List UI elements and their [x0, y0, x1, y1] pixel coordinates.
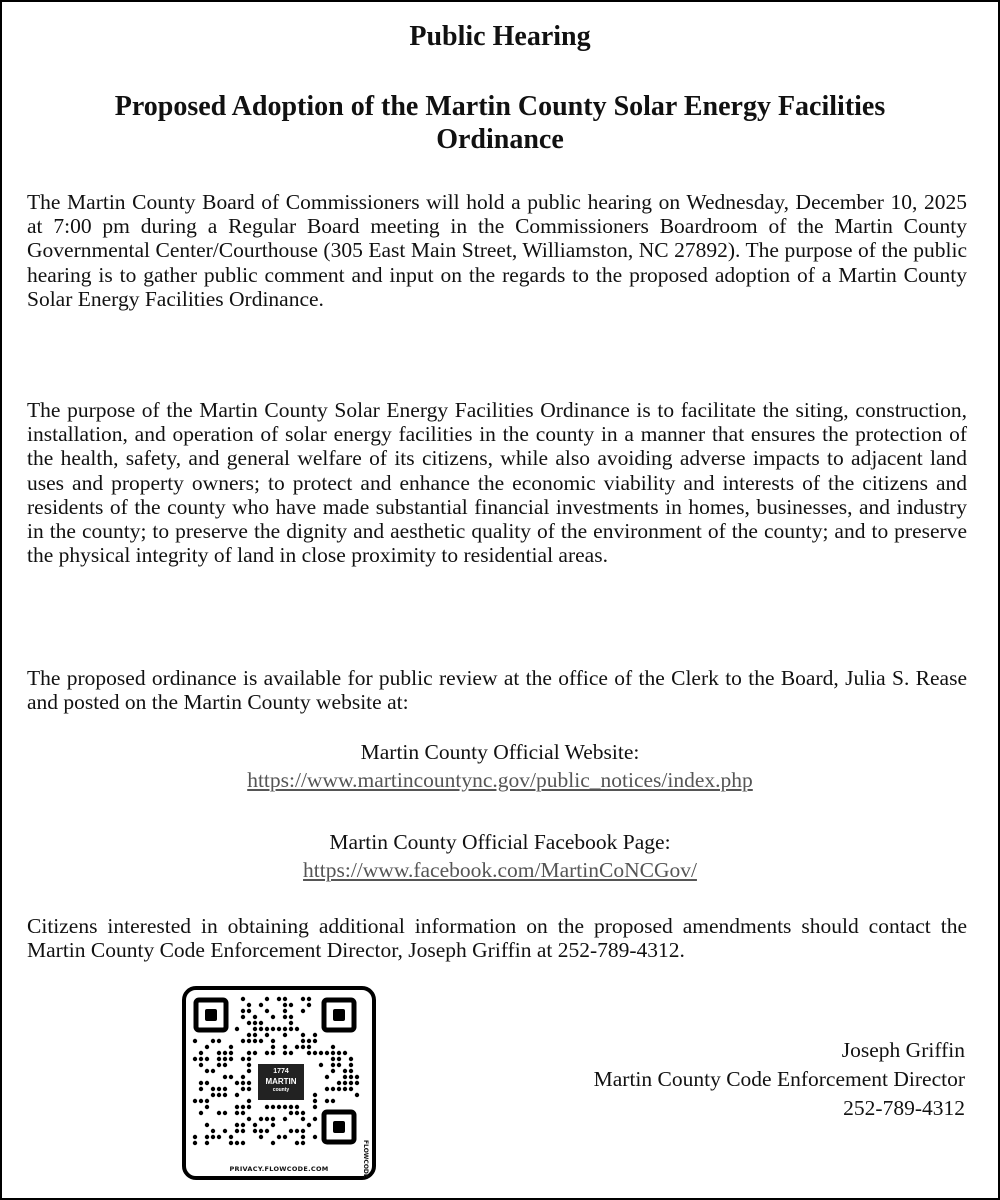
notice-title: Public Hearing: [409, 21, 591, 52]
facebook-label: Martin County Official Facebook Page:: [329, 830, 671, 854]
martin-logo: 1774 MARTIN county: [256, 1062, 306, 1102]
signature-block: [594, 1036, 965, 1123]
qr-side-label: FLOWCODE: [362, 1140, 369, 1179]
notice-subtitle: Proposed Adoption of the Martin County Solar Energy Facilities Ordinance: [114, 91, 886, 155]
signature-phone: 252-789-4312: [843, 1096, 965, 1120]
availability-paragraph: The proposed ordinance is available for public review at the office of the Clerk to the Board, Julia S. Rease and posted on the Martin County website at:: [27, 666, 967, 715]
signature-role: Martin County Code Enforcement Director: [593, 1067, 965, 1091]
hearing-paragraph: The Martin County Board of Commissioners will hold a public hearing on Wednesday, December 10, 2025 at 7:00 pm during a Regular Board meeting in the Commissioners Boardroom of the Martin County Governmental Center/Courthouse (305 East Main Street, Williamston, NC 27892). The purpose of the public hearing is to gather public comment and input on the regards to the proposed adoption of a Martin County Solar Energy Facilities Ordinance.: [27, 190, 967, 311]
website-label: Martin County Official Website:: [360, 740, 640, 764]
purpose-paragraph: The purpose of the Martin County Solar Energy Facilities Ordinance is to facilitate the siting, construction, installation, and operation of solar energy facilities in the county in a manner that ensures the protection of the health, safety, and general welfare of its citizens, while also avoiding adverse impacts to adjacent land uses and property owners; to protect and enhance the economic viability and interests of the citizens and residents of the county who have made substantial financial investments in homes, businesses, and industry in the county; to preserve the dignity and aesthetic quality of the environment of the county; and to preserve the physical integrity of land in close proximity to residential areas.: [27, 398, 967, 568]
contact-paragraph: Citizens interested in obtaining additional information on the proposed amendments should contact the Martin County Code Enforcement Director, Joseph Griffin at 252-789-4312.: [27, 914, 967, 963]
facebook-block: [2, 828, 998, 884]
facebook-link[interactable]: https://www.facebook.com/MartinCoNCGov/: [303, 858, 697, 882]
qr-footer-label: PRIVACY.FLOWCODE.COM: [229, 1165, 329, 1173]
qr-code-icon: [182, 986, 376, 1180]
website-block: [2, 738, 998, 794]
signature-name: Joseph Griffin: [841, 1038, 965, 1062]
website-link[interactable]: https://www.martincountync.gov/public_notices/index.php: [247, 768, 753, 792]
